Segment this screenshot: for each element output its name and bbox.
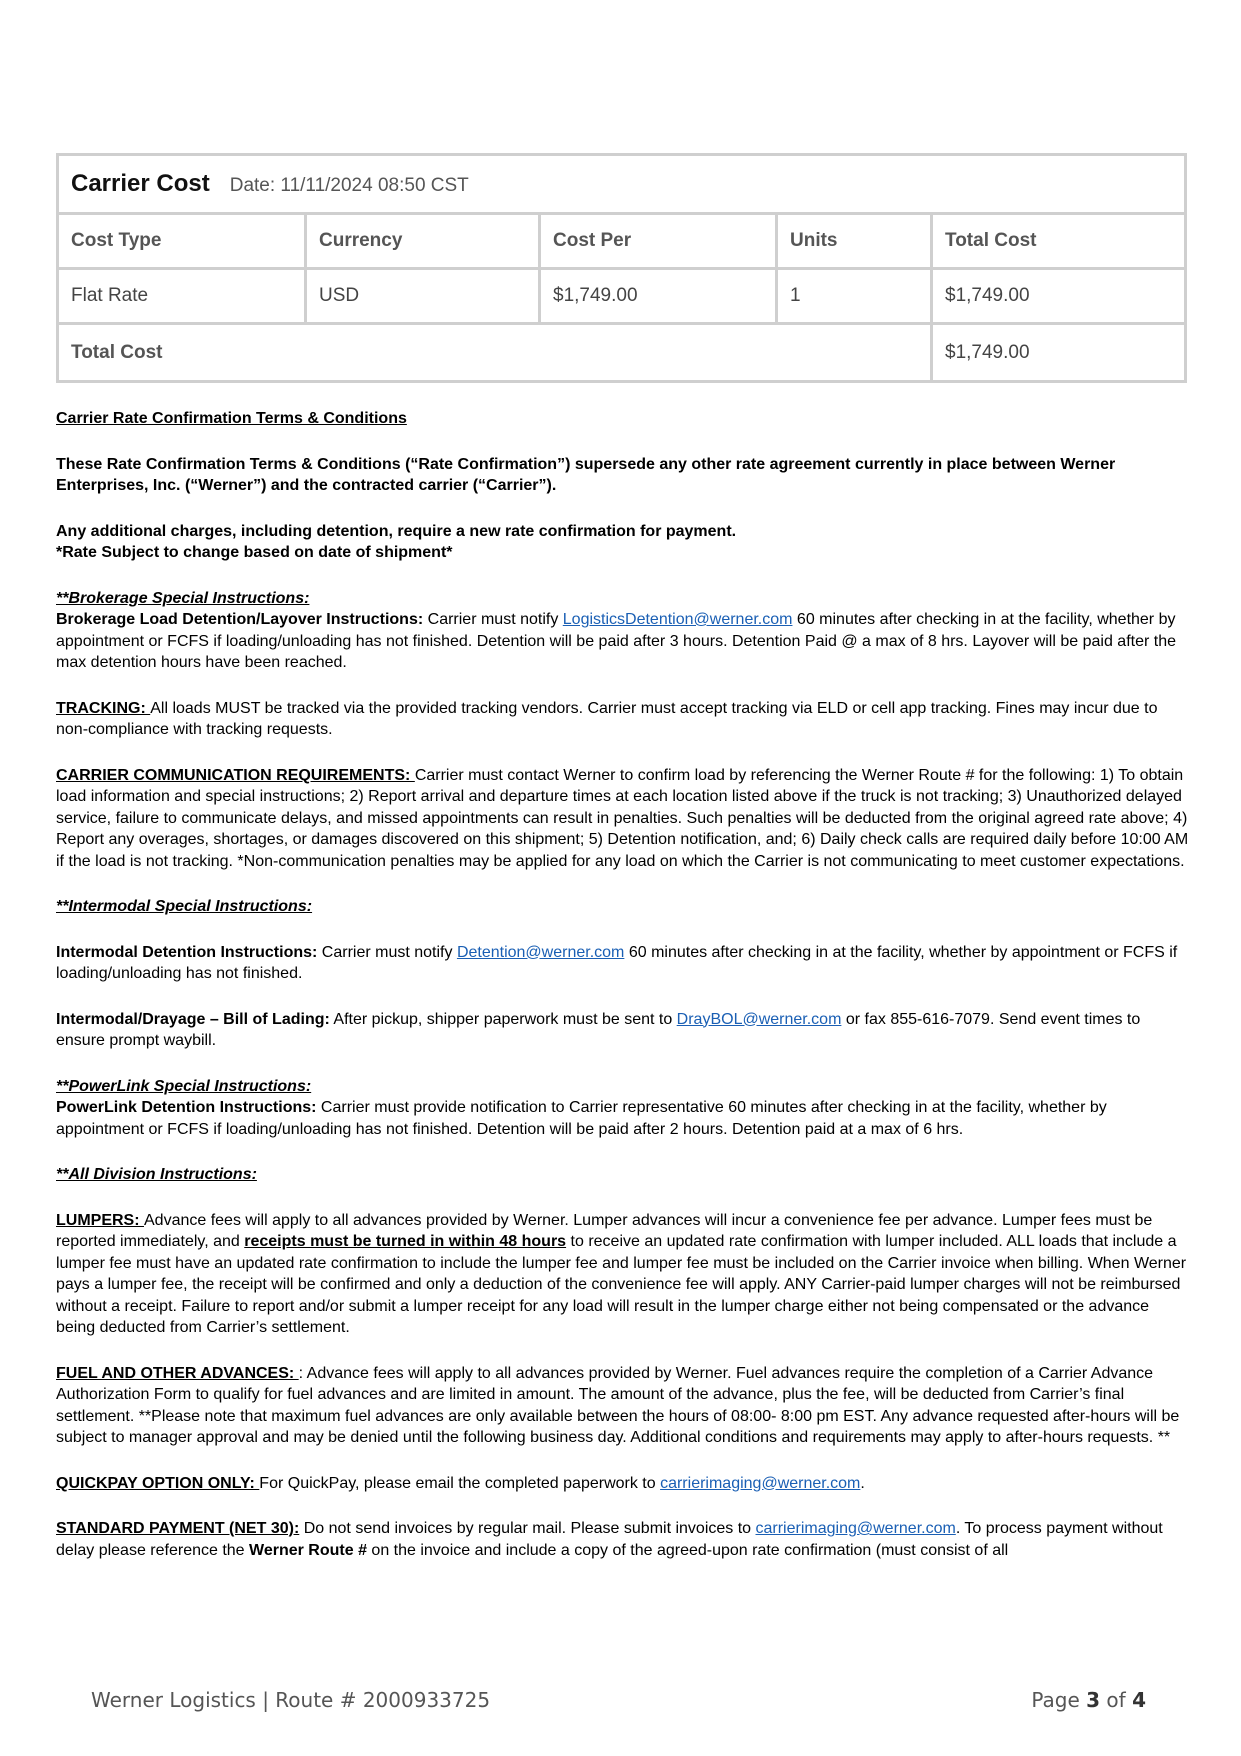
all-division-heading-text: **All Division Instructions: [56,1166,257,1183]
all-division-heading [56,1164,1191,1186]
quickpay-pre: For QuickPay, please email the completed paperwork to [259,1474,661,1492]
column-header-cost-per: Cost Per [541,215,778,270]
communication-paragraph [56,765,1191,873]
logistics-detention-email-link[interactable]: LogisticsDetention@werner.com [562,611,793,628]
lumpers-label: LUMPERS: [56,1211,144,1229]
additional-charges-notice: Any additional charges, including detention, require a new rate confirmation for payment. [56,522,737,540]
column-header-total-cost: Total Cost [933,215,1184,270]
drayage-label: Intermodal/Drayage – Bill of Lading: [56,1010,330,1028]
column-header-units: Units [778,215,933,270]
terms-heading-text: Carrier Rate Confirmation Terms & Conditions [56,410,407,427]
quickpay-email-link[interactable]: carrierimaging@werner.com [660,1474,861,1492]
cost-table-date: Date: 11/11/2024 08:50 CST [229,175,469,196]
cell-currency: USD [307,270,541,325]
cell-units: 1 [778,270,933,325]
fuel-label: FUEL AND OTHER ADVANCES: [56,1364,299,1382]
cost-table-title: Carrier Cost [71,170,210,197]
supersede-paragraph: These Rate Confirmation Terms & Conditions (“Rate Confirmation”) supersede any other rate agreement currently in place between Werner Enterprises, Inc. (“Werner”) and the contracted carrier (“Carrier”). [56,455,1116,494]
cell-cost-type: Flat Rate [59,270,307,325]
table-row [59,270,1184,325]
column-header-currency: Currency [307,215,541,270]
standard-mid: . To process payment without delay please reference the [56,1520,1163,1559]
drayage-paragraph [56,1009,1191,1052]
intermodal-detention-paragraph [56,942,1191,985]
werner-route-reference: Werner Route # [249,1541,367,1559]
cell-total-cost: $1,749.00 [933,270,1184,325]
communication-label: CARRIER COMMUNICATION REQUIREMENTS: [56,766,415,784]
lumpers-post: to receive an updated rate confirmation with lumper included. ALL loads that include a lumper fee must have an updated rate confirmation to include the lumper fee and lumper fee must be included on the Carrier invoice when billing. When Werner pays a lumper fee, the receipt will be confirmed and only a deduction of the convenience fee will apply. ANY Carrier-paid lumper charges will not be reimbursed without a receipt. Failure to report and/or submit a lumper receipt for any load will result in the lumper charge either not being compensated or the advance being deducted from Carrier’s settlement. [56,1233,1187,1336]
page-indicator [1031,1688,1146,1712]
brokerage-heading-text: **Brokerage Special Instructions: [56,589,310,607]
tracking-paragraph [56,698,1191,741]
quickpay-paragraph [56,1473,1191,1495]
intermodal-heading [56,896,1191,918]
cost-table-title-cell [59,156,1184,215]
total-pages-number: 4 [1132,1688,1146,1712]
cost-table-header-row [59,215,1184,270]
total-row [59,325,1184,380]
rate-subject-notice: *Rate Subject to change based on date of shipment* [56,544,453,561]
intermodal-heading-text: **Intermodal Special Instructions: [56,898,313,915]
quickpay-label: QUICKPAY OPTION ONLY: [56,1474,260,1492]
standard-pre: Do not send invoices by regular mail. Please submit invoices to [299,1520,756,1537]
powerlink-paragraph [56,1097,1191,1140]
intermodal-label: Intermodal Detention Instructions: [56,943,318,961]
total-cost-value: $1,749.00 [945,341,1030,363]
quickpay-post: . [860,1474,865,1492]
tracking-label: TRACKING: [56,699,151,717]
drayage-post: or fax 855-616-7079. Send event times to ensure prompt waybill. [56,1010,1141,1049]
terms-and-conditions [56,408,1191,1585]
powerlink-text: Carrier must provide notification to Carrier representative 60 minutes after checking in at the facility, whether by appointment or FCFS if loading/unloading has not finished. Detention will be paid after 2 hours. Detention paid at a max of 6 hrs. [56,1099,1107,1138]
drayage-pre: After pickup, shipper paperwork must be sent to [329,1010,677,1028]
fuel-text: : Advance fees will apply to all advances provided by Werner. Fuel advances require the completion of a Carrier Advance Authorization Form to qualify for fuel advances and are limited in amount. The amount of the advance, plus the fee, will be deducted from Carrier’s final settlement. **Please note that maximum fuel advances are only available between the hours of 08:00- 8:00 pm EST. Any advance requested after-hours will be subject to manager approval and may be denied until the following business day. Additional conditions and requirements may apply to after-hours requests. ** [56,1364,1180,1446]
brokerage-pre: Carrier must notify [423,611,563,628]
brokerage-post: 60 minutes after checking in at the facility, whether by appointment or FCFS if loading/unloading has not finished. Detention will be paid after 3 hours. Detention Paid @ a max of 8 hrs. Layover will be paid after the max detention hours have been reached. [56,611,1176,671]
brokerage-heading [56,588,1191,610]
standard-post: on the invoice and include a copy of the agreed-upon rate confirmation (must consist of all [366,1541,1009,1559]
lumpers-pre: Advance fees will apply to all advances provided by Werner. Lumper advances will incur a convenience fee per advance. Lumper fees must be reported immediately, and [56,1211,1153,1250]
brokerage-label: Brokerage Load Detention/Layover Instructions: [56,611,424,628]
carrier-cost-table [56,153,1187,383]
powerlink-heading [56,1076,1191,1098]
total-cost-label: Total Cost [59,325,933,380]
footer-route: Werner Logistics | Route # 2000933725 [91,1688,491,1712]
tracking-text: All loads MUST be tracked via the provided tracking vendors. Carrier must accept tracking via ELD or cell app tracking. Fines may incur due to non-compliance with tracking requests. [56,699,1158,738]
fuel-advances-paragraph [56,1363,1191,1449]
lumpers-paragraph [56,1210,1191,1339]
page-word: Page [1031,1688,1087,1712]
column-header-cost-type: Cost Type [59,215,307,270]
standard-payment-paragraph [56,1518,1191,1561]
of-word: of [1100,1688,1133,1712]
lumpers-receipts-notice: receipts must be turned in within 48 hours [244,1233,567,1250]
terms-heading [56,408,1191,430]
powerlink-label: PowerLink Detention Instructions: [56,1099,317,1116]
intermodal-post: 60 minutes after checking in at the facility, whether by appointment or FCFS if loading/unloading has not finished. [56,943,1178,982]
communication-text: Carrier must contact Werner to confirm load by referencing the Werner Route # for the following: 1) To obtain load information and special instructions; 2) Report arrival and departure times at each location listed above if the truck is not tracking; 3) Unauthorized delayed service, failure to communicate delays, and missed appointments can result in penalties. Such penalties will be deducted from the original agreed rate above; 4) Report any overages, shortages, or damages discovered on this shipment; 5) Detention notification, and; 6) Daily check calls are required daily before 10:00 AM if the load is not tracking. *Non-communication penalties may be applied for any load on which the Carrier is not communicating to meet customer expectations. [56,766,1189,870]
draybol-email-link[interactable]: DrayBOL@werner.com [676,1010,842,1028]
detention-email-link[interactable]: Detention@werner.com [456,943,625,961]
standard-label: STANDARD PAYMENT (NET 30): [56,1520,300,1537]
current-page-number: 3 [1086,1688,1101,1712]
powerlink-heading-text: **PowerLink Special Instructions: [56,1077,312,1095]
standard-email-link[interactable]: carrierimaging@werner.com [755,1520,956,1537]
intermodal-pre: Carrier must notify [317,943,457,961]
brokerage-detention-paragraph [56,609,1191,674]
cell-cost-per: $1,749.00 [541,270,778,325]
